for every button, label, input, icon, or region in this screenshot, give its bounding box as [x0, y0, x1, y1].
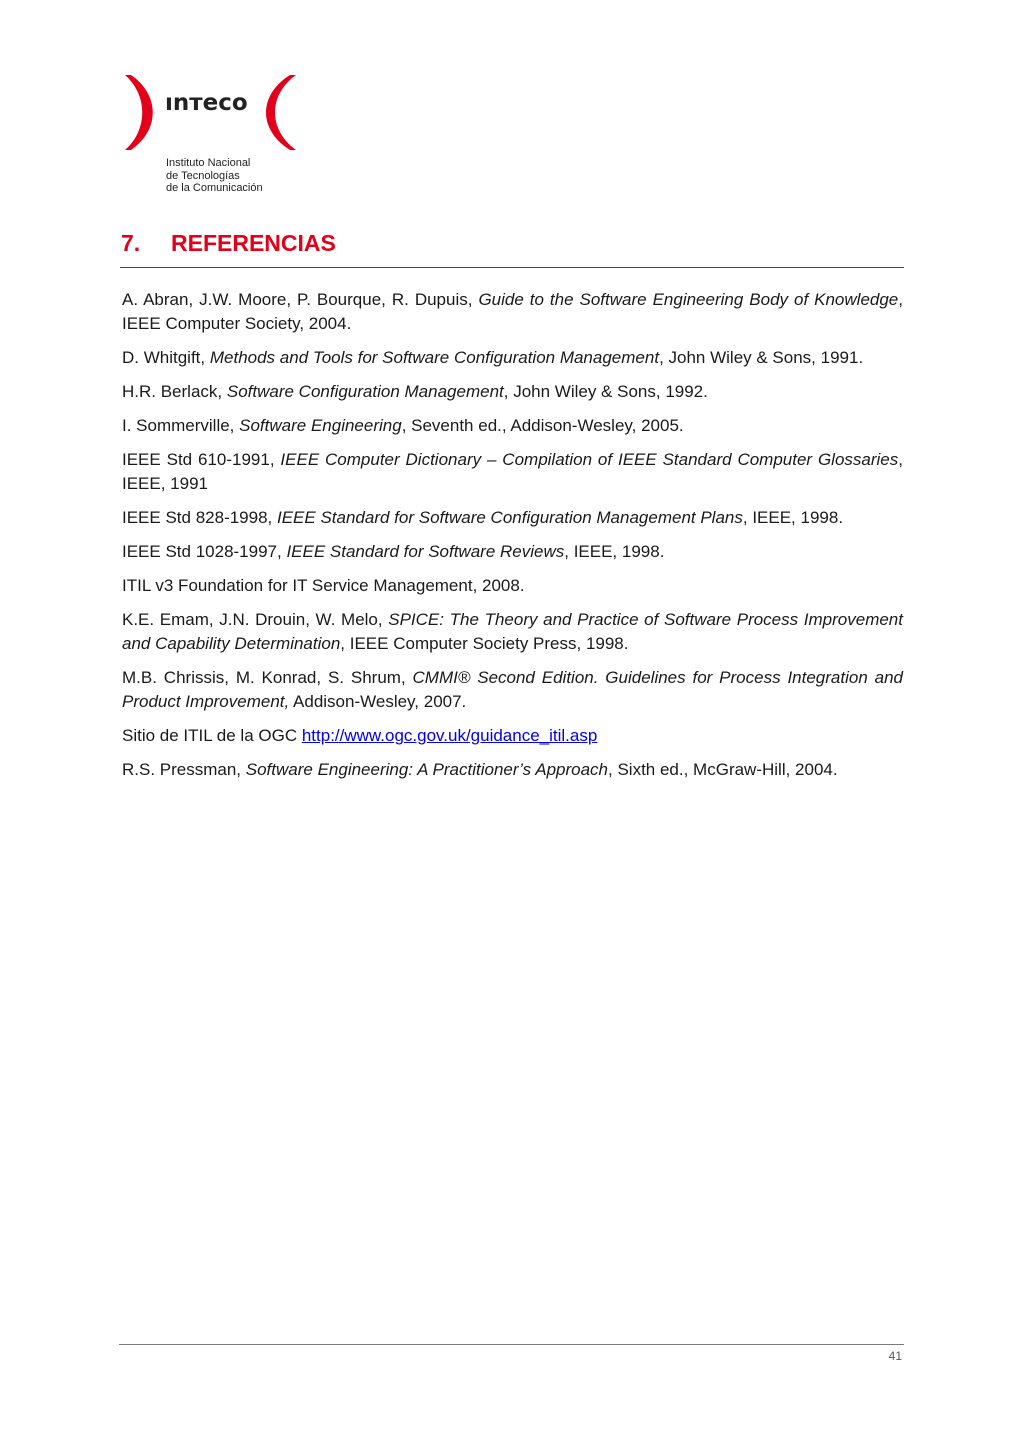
reference-title: IEEE Standard for Software Configuration Management Plans — [277, 508, 743, 527]
page-number: 41 — [888, 1349, 902, 1363]
reference-item — [122, 758, 903, 782]
reference-text: A. Abran, J.W. Moore, P. Bourque, R. Dupuis, — [122, 290, 479, 309]
inteco-logo — [118, 70, 308, 200]
title-underline — [120, 267, 904, 268]
logo-right-bracket — [266, 75, 296, 150]
reference-item — [122, 414, 903, 438]
reference-text: I. Sommerville, — [122, 416, 240, 435]
reference-title: Software Configuration Management — [226, 382, 504, 401]
section-title — [121, 230, 336, 257]
reference-item — [122, 380, 903, 404]
reference-text: D. Whitgift, — [122, 348, 210, 367]
reference-title: Software Engineering — [239, 416, 402, 435]
reference-text: , John Wiley & Sons, 1992. — [503, 382, 708, 401]
reference-item — [122, 608, 903, 656]
logo-subtitle-line: de la Comunicación — [166, 182, 263, 194]
reference-text: , IEEE, 1998. — [564, 542, 665, 561]
section-number: 7. — [121, 230, 141, 256]
reference-text: IEEE Std 610-1991, — [122, 450, 281, 469]
reference-title: IEEE Standard for Software Reviews — [286, 542, 565, 561]
reference-text: , John Wiley & Sons, 1991. — [659, 348, 864, 367]
reference-text: R.S. Pressman, — [122, 760, 246, 779]
reference-text: ITIL v3 Foundation for IT Service Management, 2008. — [122, 576, 525, 595]
reference-item — [122, 540, 903, 564]
reference-text: , IEEE, 1998. — [742, 508, 844, 527]
logo-wordmark: ınтeco — [165, 90, 248, 116]
reference-text: K.E. Emam, J.N. Drouin, W. Melo, — [122, 610, 389, 629]
reference-text: , Seventh ed., Addison-Wesley, 2005. — [401, 416, 684, 435]
references-list — [122, 288, 903, 792]
reference-text: , IEEE, 1991 — [122, 450, 903, 493]
reference-item — [122, 448, 903, 496]
reference-text: Sitio de ITIL de la OGC — [122, 726, 302, 745]
reference-text: , Sixth ed., McGraw-Hill, 2004. — [608, 760, 838, 779]
reference-text: M.B. Chrissis, M. Konrad, S. Shrum, — [122, 668, 413, 687]
reference-text: Addison-Wesley, 2007. — [289, 692, 467, 711]
reference-title: Methods and Tools for Software Configuration Management — [209, 348, 660, 367]
reference-item — [122, 666, 903, 714]
reference-item — [122, 574, 903, 598]
reference-item — [122, 346, 903, 370]
logo-subtitle-line: Instituto Nacional — [166, 157, 251, 169]
reference-title: CMMI® Second Edition. Guidelines for Process Integration and Product Improvement, — [122, 668, 903, 711]
reference-item — [122, 724, 903, 748]
logo-subtitle — [166, 157, 263, 195]
reference-text: IEEE Std 1028-1997, — [122, 542, 287, 561]
reference-text: IEEE Std 828-1998, — [122, 508, 277, 527]
reference-item — [122, 506, 903, 530]
reference-link[interactable]: http://www.ogc.gov.uk/guidance_itil.asp — [301, 726, 598, 745]
reference-title: SPICE: The Theory and Practice of Software Process Improvement and Capability Determination — [122, 610, 903, 653]
reference-text: , IEEE Computer Society, 2004. — [122, 290, 903, 333]
section-title-text: REFERENCIAS — [171, 230, 336, 256]
footer-divider — [119, 1344, 904, 1345]
reference-title: Software Engineering: A Practitioner’s Approach — [245, 760, 609, 779]
logo-left-bracket — [125, 75, 153, 150]
reference-title: IEEE Computer Dictionary – Compilation of IEEE Standard Computer Glossaries — [280, 450, 899, 469]
reference-text: H.R. Berlack, — [122, 382, 227, 401]
reference-item — [122, 288, 903, 336]
logo-subtitle-line: de Tecnologías — [166, 169, 240, 182]
reference-title: Guide to the Software Engineering Body of Knowledge — [478, 290, 899, 309]
reference-text: , IEEE Computer Society Press, 1998. — [340, 634, 629, 653]
